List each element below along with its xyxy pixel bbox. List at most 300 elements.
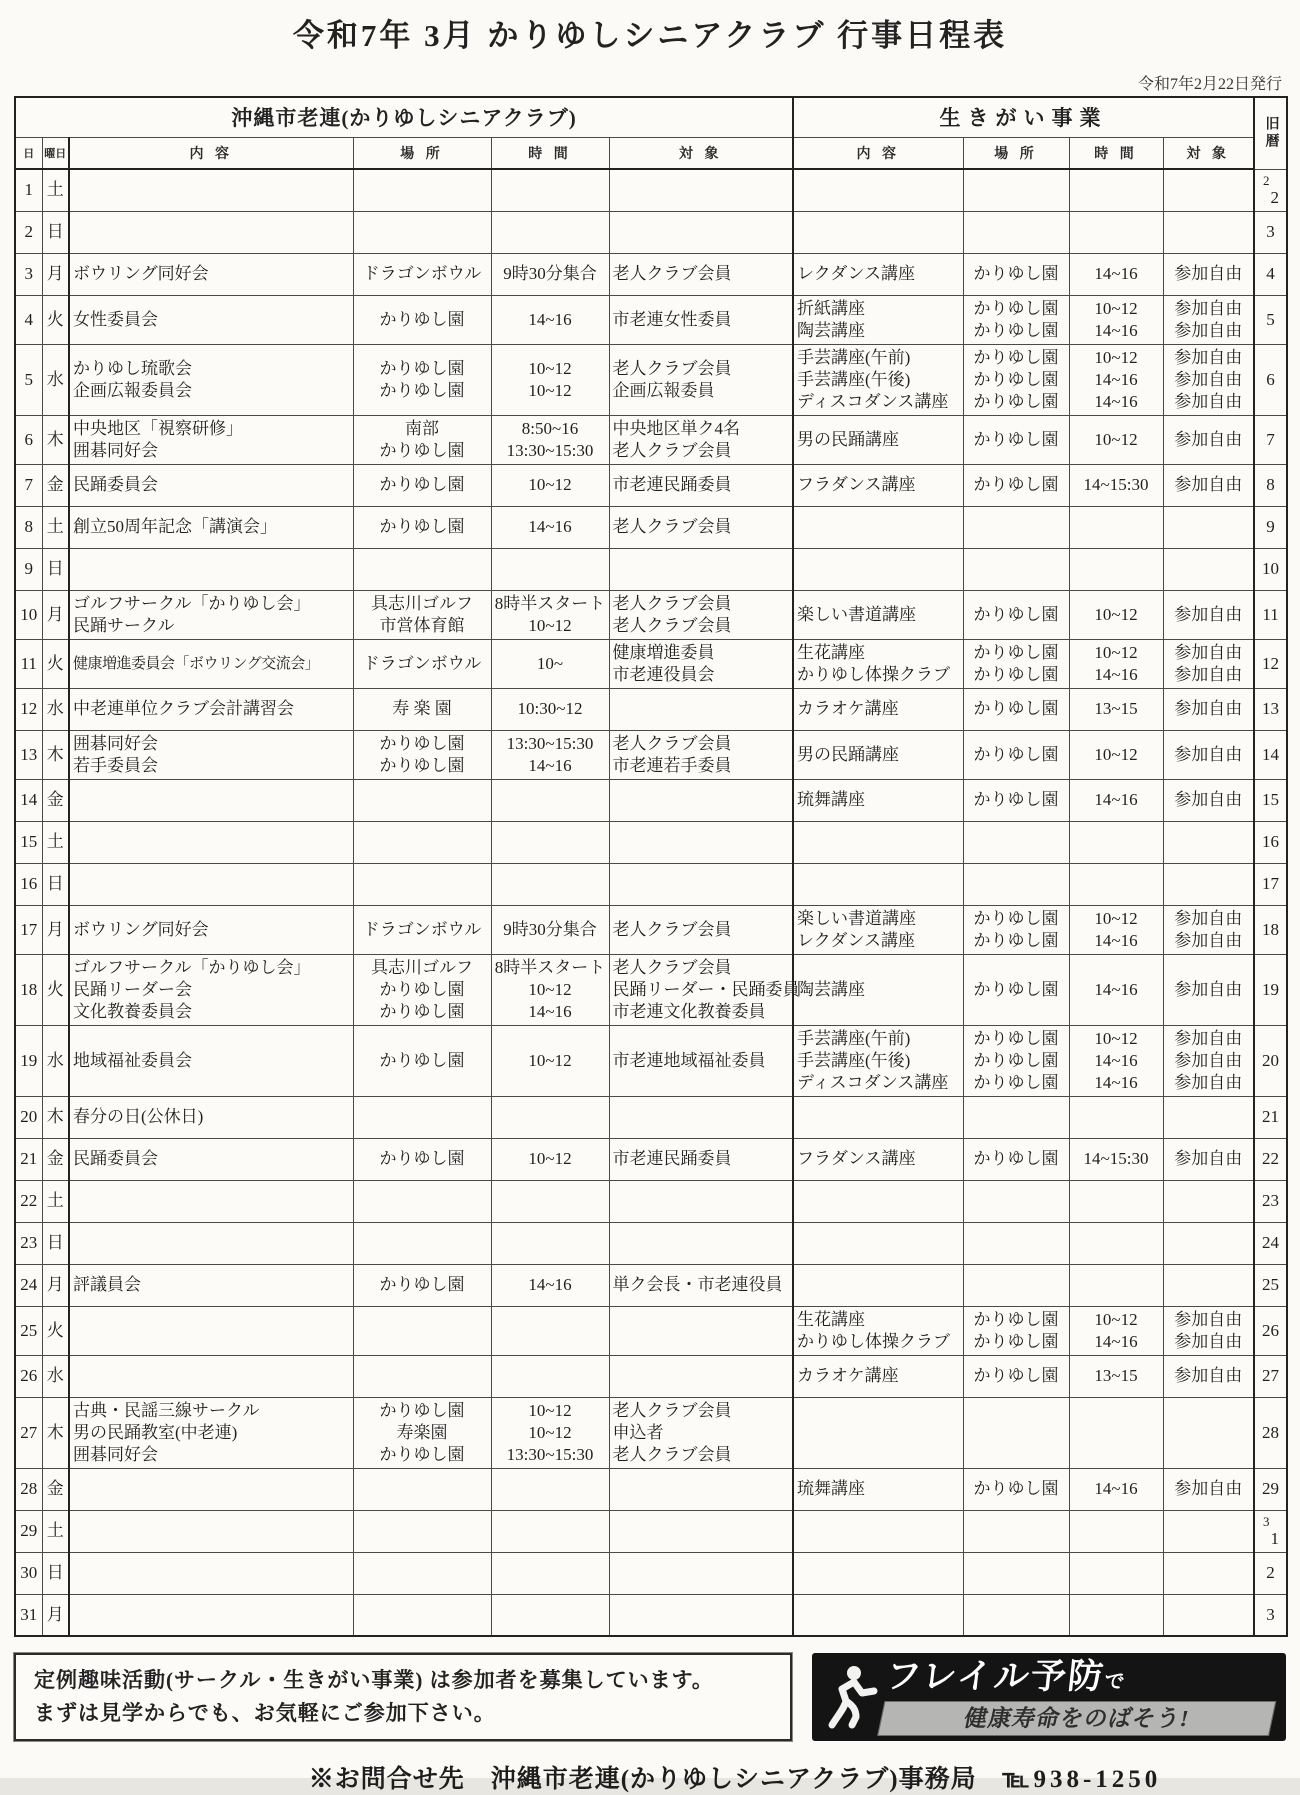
left-target-line: 老人クラブ会員 bbox=[612, 957, 732, 977]
left-content-line: 春分の日(公休日) bbox=[73, 1107, 204, 1126]
right-place bbox=[963, 1180, 1069, 1222]
lunar-date bbox=[1254, 344, 1287, 415]
left-time bbox=[491, 779, 609, 821]
day-number bbox=[15, 506, 42, 548]
right-place-line: かりゆし園 bbox=[973, 604, 1059, 624]
right-target bbox=[1163, 253, 1254, 295]
lunar-date-line: 3 bbox=[1266, 1604, 1275, 1624]
right-content bbox=[793, 1468, 963, 1510]
weekday bbox=[42, 169, 69, 211]
right-time bbox=[1069, 639, 1163, 688]
lunar-date bbox=[1254, 730, 1287, 779]
right-content bbox=[793, 905, 963, 954]
lunar-date-line: 3 bbox=[1266, 222, 1275, 241]
left-time-line: 9時30分集合 bbox=[503, 919, 597, 939]
left-place-line: かりゆし園 bbox=[379, 517, 465, 536]
schedule-row-day-28 bbox=[15, 1468, 1287, 1510]
right-place bbox=[963, 344, 1069, 415]
contact-prefix: ※お問合せ先 bbox=[308, 1766, 465, 1793]
right-time bbox=[1069, 464, 1163, 506]
left-target bbox=[609, 1355, 793, 1397]
right-time bbox=[1069, 779, 1163, 821]
weekday-line: 木 bbox=[46, 744, 64, 764]
right-target-line: 参加自由 bbox=[1174, 429, 1243, 449]
left-content bbox=[69, 639, 353, 688]
schedule-row-day-20 bbox=[15, 1096, 1287, 1138]
right-content-line: 陶芸講座 bbox=[797, 979, 866, 999]
left-content bbox=[69, 211, 353, 253]
right-content-line: フラダンス講座 bbox=[797, 1149, 916, 1168]
left-content bbox=[69, 253, 353, 295]
left-place bbox=[353, 295, 491, 344]
lunar-date bbox=[1254, 1264, 1287, 1306]
left-place-line: 寿楽園 bbox=[396, 1422, 448, 1442]
left-time bbox=[491, 730, 609, 779]
weekday bbox=[42, 730, 69, 779]
day-number bbox=[15, 639, 42, 688]
right-target-line: 参加自由 bbox=[1174, 642, 1243, 662]
schedule-table bbox=[14, 96, 1288, 1637]
weekday-line: 水 bbox=[46, 369, 64, 389]
lunar-date bbox=[1254, 548, 1287, 590]
right-time bbox=[1069, 1552, 1163, 1594]
lunar-date bbox=[1254, 821, 1287, 863]
weekday-line: 火 bbox=[46, 309, 64, 329]
right-target-line: 参加自由 bbox=[1174, 790, 1243, 809]
right-content-line: 男の民踊講座 bbox=[797, 744, 900, 764]
day-number-line: 8 bbox=[24, 517, 33, 536]
weekday bbox=[42, 1468, 69, 1510]
right-target-line: 参加自由 bbox=[1174, 1479, 1243, 1498]
left-content bbox=[69, 905, 353, 954]
right-time-line: 13~15 bbox=[1094, 699, 1138, 718]
right-target bbox=[1163, 1510, 1254, 1552]
lunar-date-line: 19 bbox=[1262, 979, 1280, 999]
schedule-row-day-5 bbox=[15, 344, 1287, 415]
left-place bbox=[353, 1594, 491, 1636]
day-number bbox=[15, 730, 42, 779]
lunar-date bbox=[1254, 464, 1287, 506]
left-content-line: 民踊リーダー会 bbox=[73, 979, 192, 999]
lunar-date-line: 20 bbox=[1262, 1050, 1280, 1070]
left-place-line: ドラゴンボウル bbox=[362, 653, 482, 673]
left-place-line: かりゆし園 bbox=[379, 309, 465, 329]
left-place-line: かりゆし園 bbox=[379, 1149, 465, 1168]
lunar-date-line: 4 bbox=[1266, 264, 1275, 283]
right-time bbox=[1069, 863, 1163, 905]
left-content-line: 若手委員会 bbox=[73, 755, 158, 775]
weekday bbox=[42, 548, 69, 590]
right-time-line: 10~12 bbox=[1094, 642, 1138, 662]
day-number-line: 22 bbox=[20, 1191, 38, 1210]
right-place bbox=[963, 295, 1069, 344]
left-place-line: 具志川ゴルフ bbox=[371, 957, 473, 977]
right-target-line: 参加自由 bbox=[1174, 744, 1243, 764]
lunar-date-line: 15 bbox=[1262, 790, 1280, 809]
left-time-line: 14~16 bbox=[528, 1275, 572, 1294]
day-number-line: 18 bbox=[20, 979, 38, 999]
right-place bbox=[963, 464, 1069, 506]
right-content-line: レクダンス講座 bbox=[797, 264, 915, 283]
left-place-line: かりゆし園 bbox=[379, 358, 465, 378]
left-content bbox=[69, 464, 353, 506]
right-place-line: かりゆし園 bbox=[973, 369, 1059, 389]
section-left-header: 沖縄市老連(かりゆしシニアクラブ) bbox=[15, 97, 793, 137]
left-time bbox=[491, 1264, 609, 1306]
right-content-line: 手芸講座(午前) bbox=[797, 347, 911, 367]
right-time-line: 14~15:30 bbox=[1083, 475, 1149, 494]
right-target bbox=[1163, 1096, 1254, 1138]
left-place bbox=[353, 344, 491, 415]
weekday-line: 水 bbox=[46, 699, 64, 718]
right-content bbox=[793, 1138, 963, 1180]
left-target-line: 市老連民踊委員 bbox=[612, 475, 732, 494]
right-target bbox=[1163, 1306, 1254, 1355]
weekday-line: 日 bbox=[46, 222, 64, 241]
right-target bbox=[1163, 169, 1254, 211]
day-number bbox=[15, 1468, 42, 1510]
weekday-line: 水 bbox=[46, 1366, 64, 1385]
day-number bbox=[15, 905, 42, 954]
right-content-line: 陶芸講座 bbox=[797, 320, 866, 340]
left-time-line: 13:30~15:30 bbox=[506, 733, 594, 753]
left-content bbox=[69, 1397, 353, 1468]
left-target-line: 単ク会長・市老連役員 bbox=[612, 1275, 783, 1294]
left-target-line: 市老連文化教養委員 bbox=[612, 1001, 766, 1021]
right-time bbox=[1069, 1096, 1163, 1138]
right-content-line: 楽しい書道講座 bbox=[797, 604, 917, 624]
weekday bbox=[42, 1264, 69, 1306]
schedule-row-day-25 bbox=[15, 1306, 1287, 1355]
right-time-line: 10~12 bbox=[1094, 908, 1138, 928]
left-place bbox=[353, 590, 491, 639]
right-content bbox=[793, 506, 963, 548]
left-target-line: 市老連女性委員 bbox=[612, 309, 732, 329]
left-target-line: 老人クラブ会員 bbox=[612, 733, 732, 753]
left-target bbox=[609, 415, 793, 464]
right-time bbox=[1069, 211, 1163, 253]
right-content bbox=[793, 1397, 963, 1468]
schedule-row-day-13 bbox=[15, 730, 1287, 779]
left-place bbox=[353, 821, 491, 863]
left-time-line: 14~16 bbox=[528, 1001, 572, 1021]
left-target bbox=[609, 1025, 793, 1096]
right-target bbox=[1163, 344, 1254, 415]
col-header-left-time: 時 間 bbox=[491, 137, 609, 169]
right-target bbox=[1163, 295, 1254, 344]
left-target bbox=[609, 548, 793, 590]
right-content bbox=[793, 295, 963, 344]
lunar-date-line: 18 bbox=[1262, 919, 1280, 939]
day-number-line: 10 bbox=[20, 604, 38, 624]
left-time-line: 10:30~12 bbox=[517, 699, 583, 718]
schedule-table-head bbox=[15, 97, 1287, 169]
right-content-line: 生花講座 bbox=[797, 642, 866, 662]
col-header-day: 日 bbox=[15, 137, 42, 169]
left-content-line: 男の民踊教室(中老連) bbox=[73, 1422, 238, 1442]
lunar-date-line: 2 bbox=[1270, 188, 1280, 207]
right-place-line: かりゆし園 bbox=[973, 979, 1059, 999]
right-time bbox=[1069, 590, 1163, 639]
left-target bbox=[609, 1222, 793, 1264]
right-place bbox=[963, 253, 1069, 295]
weekday bbox=[42, 1552, 69, 1594]
left-content bbox=[69, 1306, 353, 1355]
lunar-date bbox=[1254, 954, 1287, 1025]
left-content bbox=[69, 1096, 353, 1138]
schedule-row-day-16 bbox=[15, 863, 1287, 905]
left-place bbox=[353, 1180, 491, 1222]
right-time-line: 14~16 bbox=[1094, 369, 1138, 389]
left-time bbox=[491, 954, 609, 1025]
right-target bbox=[1163, 1222, 1254, 1264]
lunar-date bbox=[1254, 1468, 1287, 1510]
right-target-line: 参加自由 bbox=[1174, 347, 1243, 367]
right-place bbox=[963, 1096, 1069, 1138]
left-time-line: 8時半スタート bbox=[494, 593, 606, 613]
right-target-line: 参加自由 bbox=[1174, 391, 1243, 411]
left-target bbox=[609, 863, 793, 905]
day-number-line: 27 bbox=[20, 1422, 38, 1442]
day-number-line: 19 bbox=[20, 1050, 38, 1070]
weekday bbox=[42, 415, 69, 464]
left-content-line: 評議員会 bbox=[73, 1275, 141, 1294]
right-content-line: 手芸講座(午後) bbox=[797, 1050, 911, 1070]
right-time-line: 10~12 bbox=[1094, 347, 1138, 367]
day-number-line: 9 bbox=[24, 559, 33, 578]
lunar-date bbox=[1254, 1510, 1287, 1552]
right-time bbox=[1069, 1138, 1163, 1180]
right-content-line: ディスコダンス講座 bbox=[797, 391, 949, 411]
left-place-line: かりゆし園 bbox=[379, 475, 465, 494]
right-target-line: 参加自由 bbox=[1174, 264, 1243, 283]
left-content-line: 民踊サークル bbox=[73, 615, 175, 635]
day-number bbox=[15, 464, 42, 506]
day-number bbox=[15, 1397, 42, 1468]
right-content-line: 折紙講座 bbox=[797, 298, 866, 318]
right-time-line: 10~12 bbox=[1094, 298, 1138, 318]
left-time bbox=[491, 415, 609, 464]
left-target-line: 老人クラブ会員 bbox=[612, 517, 732, 536]
schedule-row-day-21 bbox=[15, 1138, 1287, 1180]
weekday-line: 土 bbox=[46, 180, 64, 200]
left-time bbox=[491, 905, 609, 954]
left-place bbox=[353, 1264, 491, 1306]
right-place-line: かりゆし園 bbox=[973, 1149, 1059, 1168]
lunar-date bbox=[1254, 779, 1287, 821]
weekday bbox=[42, 779, 69, 821]
right-content-line: 男の民踊講座 bbox=[797, 429, 900, 449]
schedule-row-day-18 bbox=[15, 954, 1287, 1025]
schedule-row-day-29 bbox=[15, 1510, 1287, 1552]
right-time bbox=[1069, 1397, 1163, 1468]
left-target bbox=[609, 295, 793, 344]
lunar-date-line: 7 bbox=[1266, 429, 1275, 449]
left-target bbox=[609, 905, 793, 954]
right-content bbox=[793, 688, 963, 730]
left-content-line: かりゆし琉歌会 bbox=[73, 358, 192, 378]
weekday bbox=[42, 1397, 69, 1468]
weekday-line: 木 bbox=[46, 1422, 64, 1442]
right-target-line: 参加自由 bbox=[1174, 699, 1243, 718]
contact-info bbox=[14, 1759, 1286, 1795]
weekday bbox=[42, 295, 69, 344]
left-place bbox=[353, 1510, 491, 1552]
left-place-line: 寿 楽 園 bbox=[392, 699, 452, 718]
left-place-line: かりゆし園 bbox=[379, 1050, 465, 1070]
day-number bbox=[15, 1096, 42, 1138]
weekday-line: 金 bbox=[46, 1479, 64, 1498]
weekday-line: 水 bbox=[46, 1050, 64, 1070]
right-place-line: かりゆし園 bbox=[973, 790, 1059, 809]
lunar-date bbox=[1254, 211, 1287, 253]
right-time bbox=[1069, 730, 1163, 779]
right-place bbox=[963, 639, 1069, 688]
lunar-date-line: 26 bbox=[1262, 1320, 1280, 1340]
right-target bbox=[1163, 590, 1254, 639]
lunar-date bbox=[1254, 1306, 1287, 1355]
right-place-line: かりゆし園 bbox=[973, 642, 1059, 662]
weekday-line: 木 bbox=[46, 1107, 64, 1126]
left-target-line: 申込者 bbox=[612, 1422, 664, 1442]
day-number bbox=[15, 1138, 42, 1180]
left-target bbox=[609, 730, 793, 779]
left-place-line: かりゆし園 bbox=[379, 755, 465, 775]
left-target bbox=[609, 253, 793, 295]
left-time bbox=[491, 688, 609, 730]
left-target-line: 市老連役員会 bbox=[612, 664, 715, 684]
right-time bbox=[1069, 169, 1163, 211]
right-target bbox=[1163, 415, 1254, 464]
day-number-line: 1 bbox=[24, 180, 33, 200]
right-place bbox=[963, 688, 1069, 730]
right-target bbox=[1163, 1552, 1254, 1594]
day-number bbox=[15, 590, 42, 639]
right-place-line: かりゆし園 bbox=[973, 744, 1059, 764]
right-time bbox=[1069, 1594, 1163, 1636]
left-content bbox=[69, 590, 353, 639]
lunar-date bbox=[1254, 1355, 1287, 1397]
left-place bbox=[353, 548, 491, 590]
left-place-line: ドラゴンボウル bbox=[362, 919, 482, 939]
right-place bbox=[963, 1397, 1069, 1468]
left-content-line: 文化教養委員会 bbox=[73, 1001, 192, 1021]
right-content-line: カラオケ講座 bbox=[797, 699, 899, 718]
left-target-line: 老人クラブ会員 bbox=[612, 919, 732, 939]
right-place-line: かりゆし園 bbox=[973, 298, 1059, 318]
right-time-line: 14~16 bbox=[1094, 1331, 1138, 1351]
right-target bbox=[1163, 730, 1254, 779]
day-number bbox=[15, 863, 42, 905]
right-place bbox=[963, 211, 1069, 253]
lunar-column-header: 旧暦 bbox=[1254, 97, 1287, 169]
weekday bbox=[42, 688, 69, 730]
left-place bbox=[353, 1306, 491, 1355]
left-target bbox=[609, 344, 793, 415]
day-number bbox=[15, 1552, 42, 1594]
left-place bbox=[353, 779, 491, 821]
right-place bbox=[963, 730, 1069, 779]
left-content bbox=[69, 1264, 353, 1306]
right-content bbox=[793, 169, 963, 211]
column-header-row bbox=[15, 137, 1287, 169]
right-place bbox=[963, 1552, 1069, 1594]
left-time-line: 10~12 bbox=[528, 1422, 572, 1442]
left-content-line: 中央地区「視察研修」 bbox=[73, 418, 243, 438]
left-target-line: 老人クラブ会員 bbox=[612, 264, 732, 283]
right-time-line: 14~16 bbox=[1094, 320, 1138, 340]
right-target bbox=[1163, 548, 1254, 590]
day-number-line: 17 bbox=[20, 919, 38, 939]
right-place-line: かりゆし園 bbox=[973, 1028, 1059, 1048]
contact-org: 沖縄市老連(かりゆしシニアクラブ)事務局 bbox=[490, 1766, 977, 1793]
right-target-line: 参加自由 bbox=[1174, 664, 1243, 684]
schedule-row-day-6 bbox=[15, 415, 1287, 464]
left-content-line: 民踊委員会 bbox=[73, 1149, 158, 1168]
left-time-line: 10~12 bbox=[528, 1050, 572, 1070]
section-header-row bbox=[15, 97, 1287, 137]
left-place bbox=[353, 863, 491, 905]
left-place-line: かりゆし園 bbox=[379, 1275, 465, 1294]
right-time-line: 14~16 bbox=[1094, 1050, 1138, 1070]
lunar-date bbox=[1254, 1222, 1287, 1264]
day-number bbox=[15, 1222, 42, 1264]
left-target-line: 老人クラブ会員 bbox=[612, 615, 732, 635]
day-number bbox=[15, 1180, 42, 1222]
right-content bbox=[793, 211, 963, 253]
lunar-date bbox=[1254, 639, 1287, 688]
right-time-line: 14~16 bbox=[1094, 979, 1138, 999]
right-content bbox=[793, 1222, 963, 1264]
day-number bbox=[15, 415, 42, 464]
right-place bbox=[963, 821, 1069, 863]
weekday-line: 木 bbox=[46, 429, 64, 449]
col-header-right-time: 時 間 bbox=[1069, 137, 1163, 169]
right-time bbox=[1069, 1468, 1163, 1510]
left-time-line: 10~12 bbox=[528, 1400, 572, 1420]
weekday-line: 日 bbox=[46, 1233, 64, 1252]
lunar-date bbox=[1254, 905, 1287, 954]
banner-subline: 健康寿命をのばそう! bbox=[878, 1702, 1275, 1735]
weekday-line: 火 bbox=[46, 979, 64, 999]
right-content bbox=[793, 1510, 963, 1552]
left-target bbox=[609, 1594, 793, 1636]
right-content-line: カラオケ講座 bbox=[797, 1366, 899, 1385]
day-number bbox=[15, 344, 42, 415]
right-content-line: 楽しい書道講座 bbox=[797, 908, 917, 928]
left-time bbox=[491, 1397, 609, 1468]
left-time bbox=[491, 548, 609, 590]
running-person-icon bbox=[818, 1663, 884, 1731]
weekday-line: 土 bbox=[46, 1191, 64, 1210]
left-time bbox=[491, 1222, 609, 1264]
lunar-date-line: 29 bbox=[1262, 1479, 1280, 1498]
weekday bbox=[42, 590, 69, 639]
right-target bbox=[1163, 688, 1254, 730]
weekday-line: 火 bbox=[46, 653, 64, 673]
left-target-line: 健康増進委員 bbox=[612, 642, 715, 662]
weekday bbox=[42, 1025, 69, 1096]
weekday-line: 月 bbox=[46, 919, 64, 939]
lunar-date bbox=[1254, 295, 1287, 344]
right-target-line: 参加自由 bbox=[1174, 1050, 1243, 1070]
col-header-left-target: 対 象 bbox=[609, 137, 793, 169]
right-time bbox=[1069, 1355, 1163, 1397]
right-time-line: 14~16 bbox=[1094, 1479, 1138, 1498]
right-place bbox=[963, 1025, 1069, 1096]
left-content-line: 中老連単位クラブ会計講習会 bbox=[73, 699, 294, 718]
left-time bbox=[491, 253, 609, 295]
